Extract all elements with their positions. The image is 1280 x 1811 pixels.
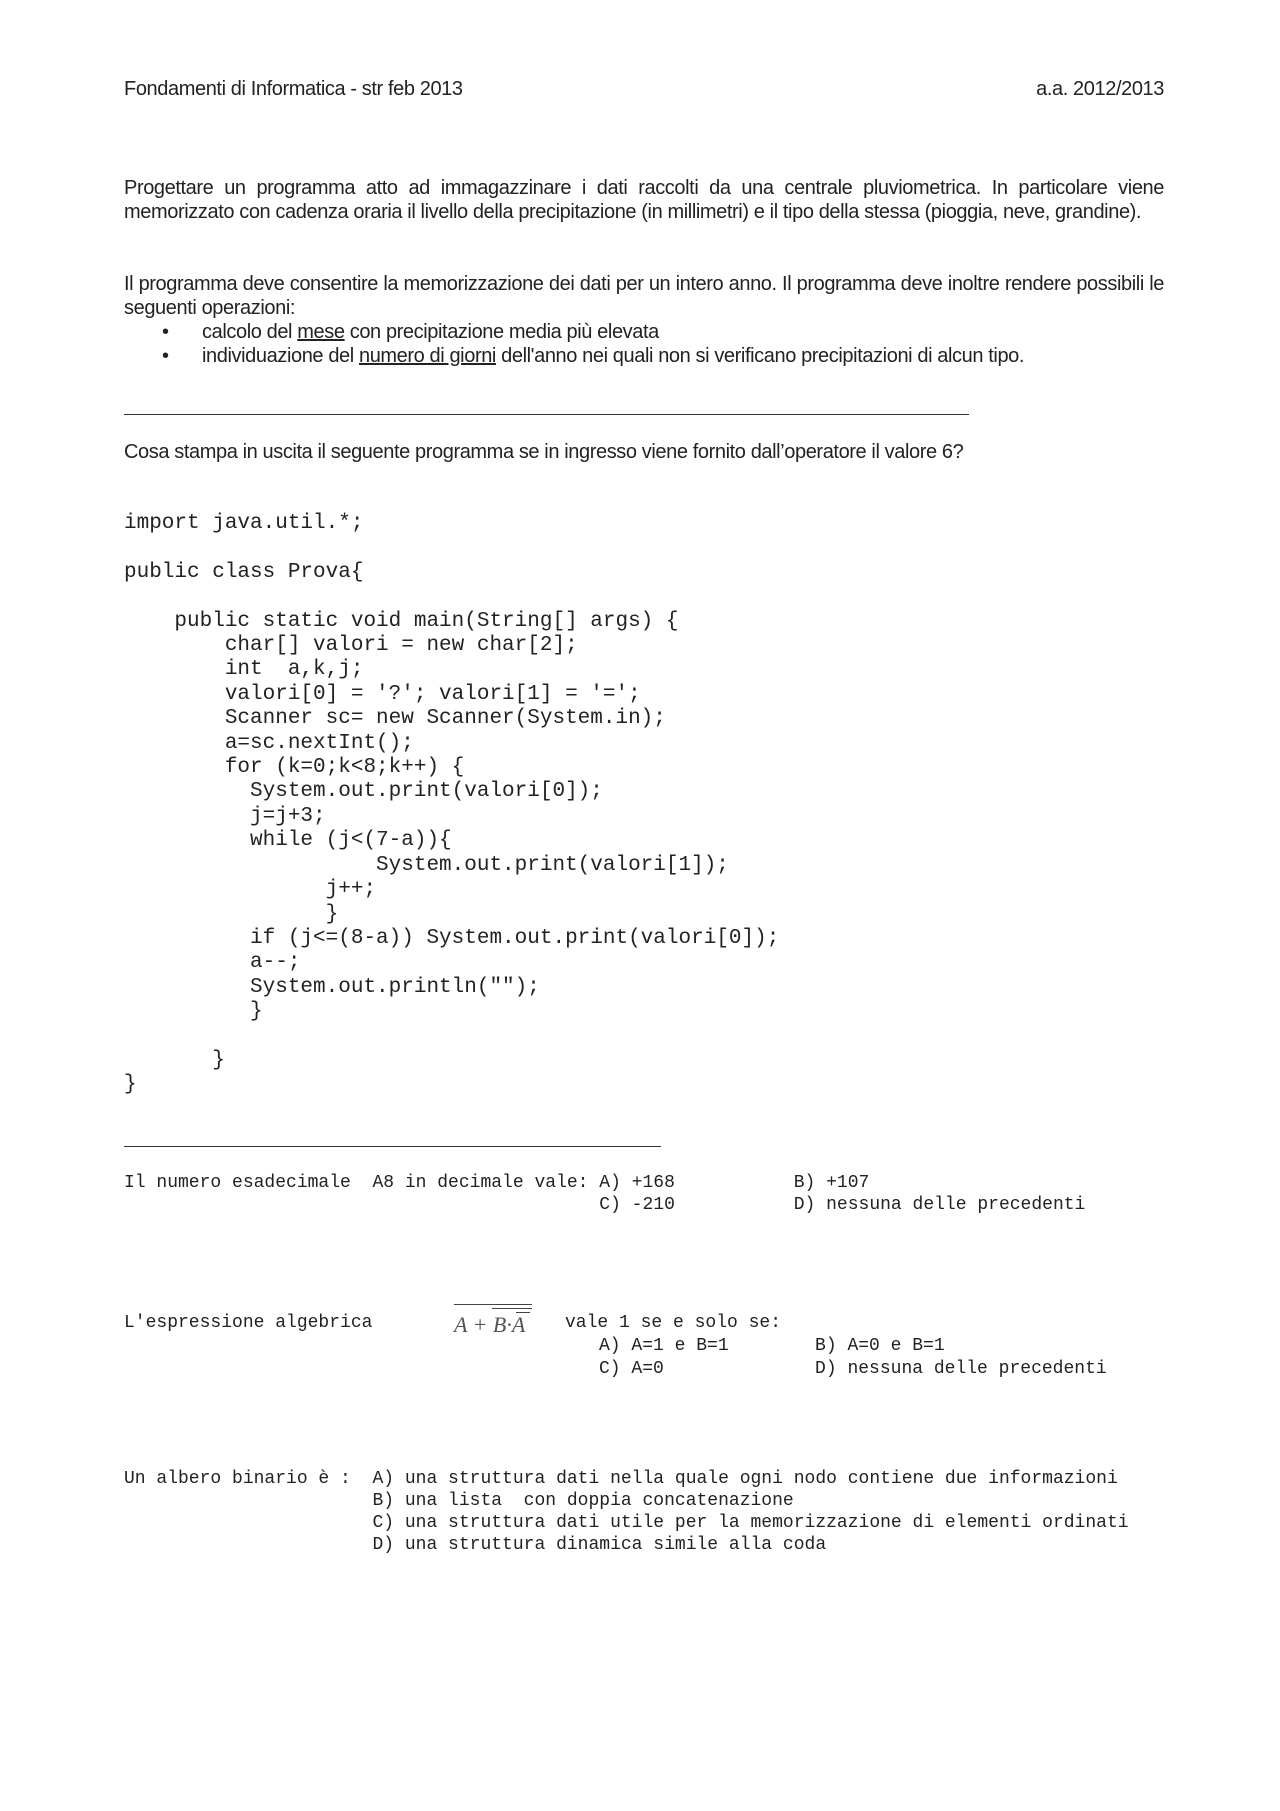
exercise-description-paragraph: Progettare un programma atto ad immagazzinare i dati raccolti da una centrale pluviometrica. In particolare viene memorizzato con cadenza oraria il livello della precipitazione (in millimetri) e il tipo della stessa (pioggia, neve, grandine). <box>124 177 1164 223</box>
java-code-listing: import java.util.*; public class Prova{ public static void main(String[] args) { char[] valori = new char[2]; int a,k,j; valori[0] = '?'; valori[1] = '='; Scanner sc= new Scanner(System.in); a=sc.nextInt(); for (k=0;k<8;k++) { System.out.print(valori[0]); j=j+3; while (j<(7-a)){ System.out.print(valori[1]); j++; } if (j<=(8-a)) System.out.print(valori[0]); a--; System.out.println(""); } } } <box>124 512 780 1097</box>
boolean-expression-formula <box>452 1302 536 1336</box>
program-output-question: Cosa stampa in uscita il seguente programma se in ingresso viene fornito dall’operatore il valore 6? <box>124 441 964 463</box>
section-divider <box>124 414 969 415</box>
expression-options-line-1: A) A=1 e B=1 B) A=0 e B=1 <box>599 1336 945 1356</box>
overline <box>454 1304 532 1305</box>
underlined-term: numero di giorni <box>358 345 496 367</box>
expression-question-condition: vale 1 se e solo se: <box>565 1313 782 1333</box>
header-academic-year: a.a. 2012/2013 <box>1036 78 1164 100</box>
formula-text: A + B·A <box>454 1312 526 1337</box>
exercise-requirements-paragraph: Il programma deve consentire la memorizzazione dei dati per un intero anno. Il programma deve inoltre rendere possibili le seguenti operazioni: <box>124 273 1164 319</box>
list-item-text: dell'anno nei quali non si verificano precipitazioni di alcun tipo. <box>495 345 1025 367</box>
list-item <box>124 320 1024 344</box>
list-item-text: con precipitazione media più elevata <box>344 321 659 343</box>
bullet-icon: • <box>162 321 169 343</box>
list-item-text: individuazione del <box>202 345 359 367</box>
list-item-text: calcolo del <box>202 321 298 343</box>
expression-question-label: L'espressione algebrica <box>124 1313 373 1333</box>
binary-tree-question: Un albero binario è : A) una struttura dati nella quale ogni nodo contiene due informazioni B) una lista con doppia concatenazione C) una struttura dati utile per la memorizzazione di elementi ordinati D) una struttura dinamica simile alla coda <box>124 1469 1129 1555</box>
section-divider <box>124 1146 661 1147</box>
overline <box>492 1308 532 1309</box>
underlined-term: mese <box>297 321 345 343</box>
expression-options-line-2: C) A=0 D) nessuna delle precedenti <box>599 1359 1107 1379</box>
bullet-icon: • <box>162 345 169 367</box>
hex-question-line-1: Il numero esadecimale A8 in decimale vale: A) +168 B) +107 <box>124 1173 870 1193</box>
header-course-title: Fondamenti di Informatica - str feb 2013 <box>124 78 463 100</box>
list-item <box>124 344 1024 368</box>
hex-question-line-2: C) -210 D) nessuna delle precedenti <box>124 1195 1086 1215</box>
operations-list <box>124 320 1024 368</box>
